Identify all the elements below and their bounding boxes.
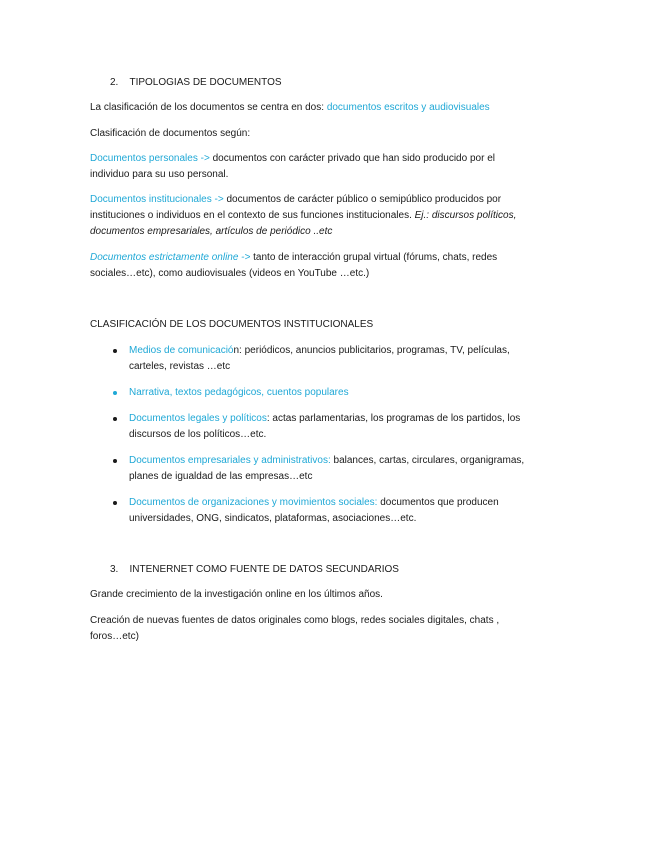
clasificacion-institucionales-title: CLASIFICACIÓN DE LOS DOCUMENTOS INSTITUCIONALES — [90, 319, 374, 330]
list-item-empresariales-line-2: planes de igualdad de las empresas…etc — [129, 471, 313, 482]
list-item-legales-line-1: Documentos legales y políticos: actas parlamentarias, los programas de los partidos, los — [129, 413, 521, 424]
list-item-empresariales-line-1: Documentos empresariales y administrativos: balances, cartas, circulares, organigramas, — [129, 455, 525, 466]
bullet-dot — [113, 349, 117, 353]
online-line-2: sociales…etc), como audiovisuales (videos en YouTube …etc.) — [90, 268, 370, 279]
section-3-heading — [110, 563, 399, 577]
bullet-dot — [113, 459, 117, 463]
bullet-dot — [113, 501, 117, 505]
section-2-heading — [110, 76, 282, 90]
institucionales-line-2: instituciones o individuos en el contexto de sus funciones institucionales. Ej.: discursos políticos, — [90, 210, 517, 221]
intro-paragraph: La clasificación de los documentos se centra en dos: documentos escritos y audiovisuales — [90, 102, 490, 113]
section-2-title: TIPOLOGIAS DE DOCUMENTOS — [129, 77, 282, 88]
online-label: Documentos estrictamente online -> — [90, 252, 251, 263]
section-3-number: 3. — [110, 564, 119, 575]
list-item-legales-line-2: discursos de los políticos…etc. — [129, 429, 267, 440]
section-2-number: 2. — [110, 77, 119, 88]
section-3-title: INTENERNET COMO FUENTE DE DATOS SECUNDARIOS — [129, 564, 399, 575]
section-3-paragraph-2-line-2: foros…etc) — [90, 631, 139, 642]
section-3-paragraph-1: Grande crecimiento de la investigación online en los últimos años. — [90, 589, 383, 600]
bullet-dot — [113, 391, 117, 395]
institucionales-line-1: Documentos institucionales -> documentos de carácter público o semipúblico producidos por — [90, 194, 502, 205]
section-3-paragraph-2-line-1: Creación de nuevas fuentes de datos originales como blogs, redes sociales digitales, chats , — [90, 615, 500, 626]
list-item-organizaciones-line-2: universidades, ONG, sindicatos, plataformas, asociaciones…etc. — [129, 513, 417, 524]
personales-line-1: Documentos personales -> documentos con carácter privado que han sido producido por el — [90, 153, 495, 164]
personales-line-2: individuo para su uso personal. — [90, 169, 229, 180]
institucionales-label: Documentos institucionales -> — [90, 194, 224, 205]
online-line-1: Documentos estrictamente online -> tanto de interacción grupal virtual (fórums, chats, redes — [90, 252, 498, 263]
list-item-organizaciones-line-1: Documentos de organizaciones y movimientos sociales: documentos que producen — [129, 497, 499, 508]
bullet-dot — [113, 417, 117, 421]
personales-label: Documentos personales -> — [90, 153, 210, 164]
intro-highlight: documentos escritos y audiovisuales — [326, 102, 490, 113]
institucionales-line-3: documentos empresariales, artículos de periódico ..etc — [90, 226, 333, 237]
list-item-medios-line-1: Medios de comunicación: periódicos, anuncios publicitarios, programas, TV, películas, — [129, 345, 510, 356]
list-item-medios-line-2: carteles, revistas …etc — [129, 361, 231, 372]
clasificacion-title: Clasificación de documentos según: — [90, 128, 251, 139]
list-item-narrativa: Narrativa, textos pedagógicos, cuentos populares — [129, 387, 349, 398]
